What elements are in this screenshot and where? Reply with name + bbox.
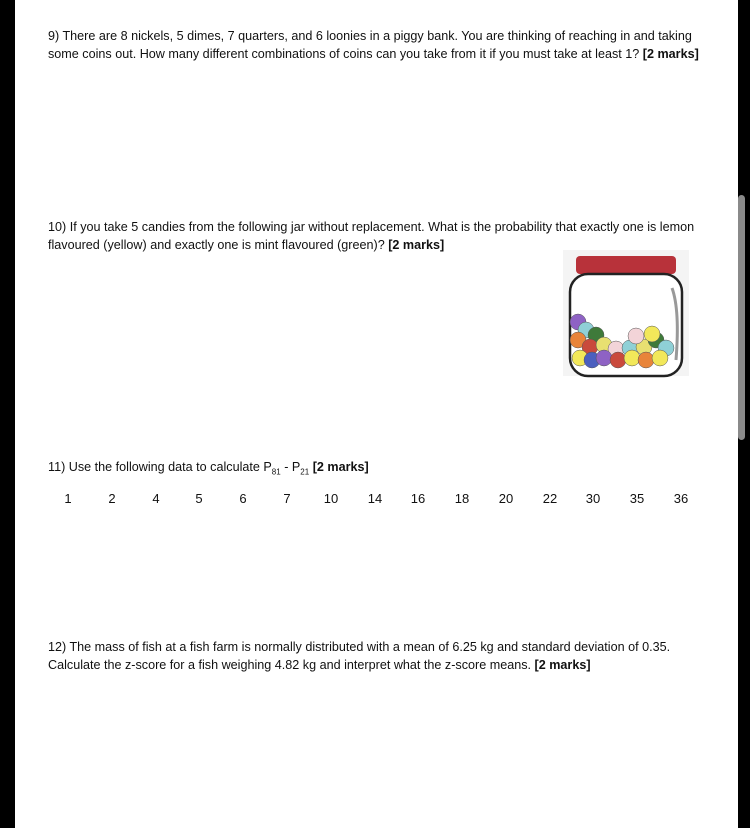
question-11-text: 11) Use the following data to calculate P xyxy=(48,460,272,474)
vertical-scrollbar[interactable] xyxy=(738,195,745,440)
question-11-marks: [2 marks] xyxy=(312,460,369,474)
data-value: 30 xyxy=(585,491,601,506)
data-value: 20 xyxy=(498,491,514,506)
data-value: 18 xyxy=(454,491,470,506)
candy xyxy=(628,328,644,344)
percentile-81-subscript: 81 xyxy=(271,467,281,477)
candy xyxy=(610,352,626,368)
question-10-text: 10) If you take 5 candies from the following jar without replacement. What is the probability that exactly one is lemon flavoured (yellow) and exactly one is mint flavoured (green)? xyxy=(48,220,695,252)
question-12 xyxy=(48,639,708,674)
data-value: 14 xyxy=(367,491,383,506)
candy xyxy=(624,350,640,366)
data-value: 5 xyxy=(195,491,203,506)
data-value: 35 xyxy=(629,491,645,506)
document-page xyxy=(15,0,738,828)
data-value: 7 xyxy=(283,491,291,506)
question-12-marks: [2 marks] xyxy=(534,657,591,672)
candy xyxy=(638,352,654,368)
question-11 xyxy=(48,459,708,481)
candy xyxy=(652,350,668,366)
percentile-21-subscript: 21 xyxy=(300,467,310,477)
data-value: 16 xyxy=(410,491,426,506)
question-11-dash: - P xyxy=(280,460,301,474)
question-9-text: 9) There are 8 nickels, 5 dimes, 7 quarters, and 6 loonies in a piggy bank. You are thinking of reaching in and taking some coins out. How many different combinations of coins can you take from it if you must take at least 1? xyxy=(48,29,692,61)
candy xyxy=(596,350,612,366)
data-value: 22 xyxy=(542,491,558,506)
question-12-text: 12) The mass of fish at a fish farm is normally distributed with a mean of 6.25 kg and standard deviation of 0.35. Calculate the z-score for a fish weighing 4.82 kg and interpret what the z-score means. xyxy=(48,640,671,672)
data-value: 2 xyxy=(108,491,116,506)
data-value: 4 xyxy=(152,491,160,506)
data-value: 10 xyxy=(323,491,339,506)
question-10 xyxy=(48,219,708,254)
data-value: 36 xyxy=(673,491,689,506)
candy-jar-illustration xyxy=(560,250,692,380)
jar-lid xyxy=(576,256,676,274)
question-9 xyxy=(48,28,708,63)
data-values-row xyxy=(15,491,738,511)
data-value: 1 xyxy=(64,491,72,506)
data-value: 6 xyxy=(239,491,247,506)
candy xyxy=(644,326,660,342)
question-9-marks: [2 marks] xyxy=(642,46,699,61)
question-10-marks: [2 marks] xyxy=(388,237,445,252)
